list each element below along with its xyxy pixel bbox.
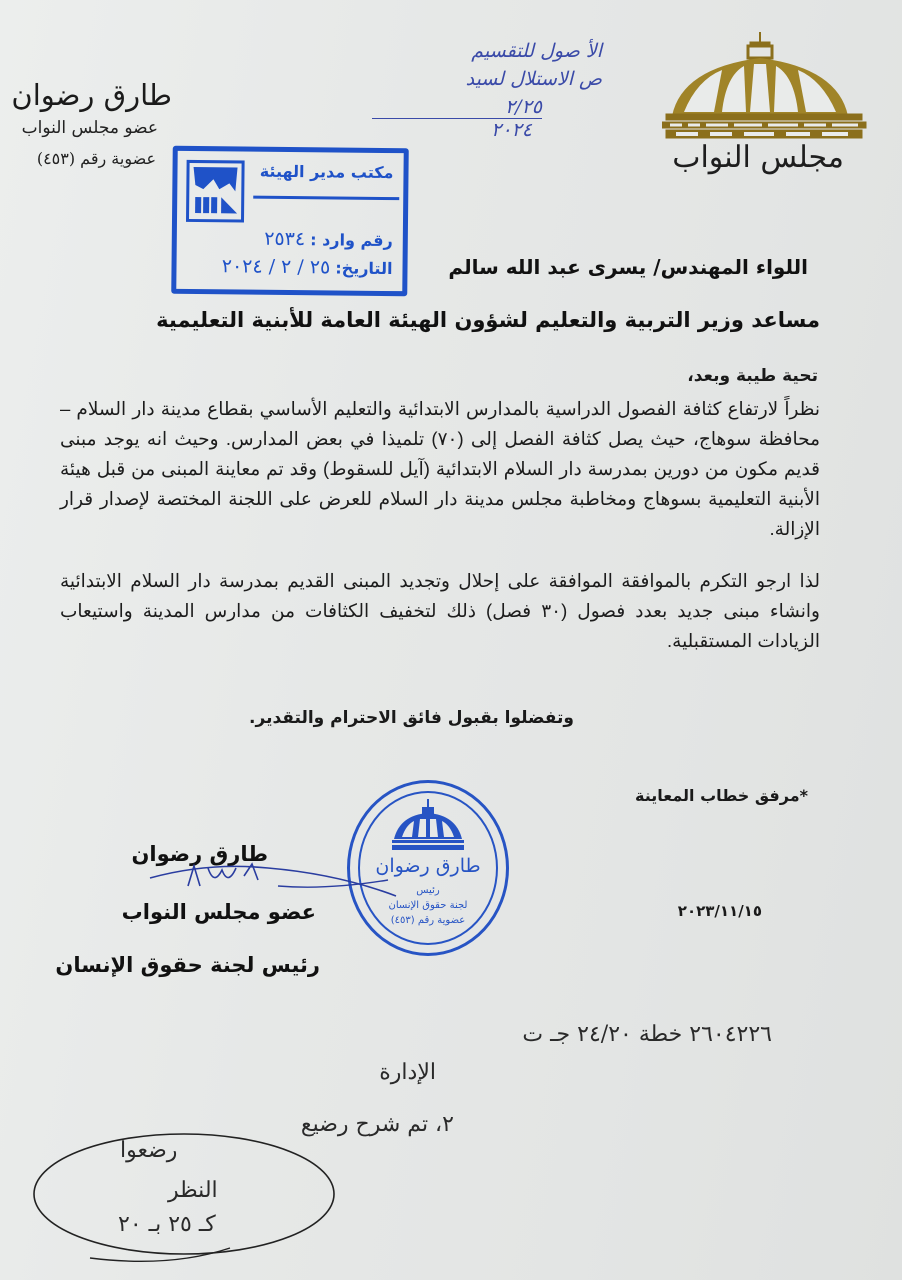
circled-note: كـ ٢٥ بـ ٢٠ bbox=[118, 1212, 216, 1237]
addressee-name: اللواء المهندس/ يسرى عبد الله سالم bbox=[448, 255, 808, 279]
stamp-date-row bbox=[222, 255, 393, 279]
body-paragraph: نظراً لارتفاع كثافة الفصول الدراسية بالمدارس الابتدائية والتعليم الأساسي بقطاع مدينة دار السلام – محافظة سوهاج، حيث يصل كثافة الفصل إلى (٧٠) تلميذا في بعض المدارس. وحيث انه يوجد مبنى قديم مكون من دورين بمدرسة دار السلام الابتدائية (آيل للسقوط) وقد تم معاينة المبنى من قبل هيئة الأبنية التعليمية بسوهاج ومخاطبة مجلس مدينة دار السلام للعرض على اللجنة المختصة لإصدار قرار الإزالة. bbox=[60, 398, 820, 539]
signatory-title: رئيس لجنة حقوق الإنسان bbox=[55, 953, 320, 977]
seal-line: عضوية رقم (٤٥٣) bbox=[390, 915, 466, 926]
addressee-position: مساعد وزير التربية والتعليم لشؤون الهيئة العامة للأبنية التعليمية bbox=[156, 308, 820, 332]
sender-name: طارق رضوان bbox=[11, 78, 172, 112]
attachment-note: *مرفق خطاب المعاينة bbox=[635, 786, 808, 805]
circled-note: رضعوا bbox=[120, 1138, 178, 1163]
handwritten-signature-icon bbox=[148, 856, 398, 906]
stamp-date-label: التاريخ: bbox=[335, 258, 393, 279]
sender-role: عضو مجلس النواب bbox=[21, 118, 158, 138]
greeting: تحية طيبة وبعد، bbox=[687, 366, 818, 386]
sender-membership: عضوية رقم (٤٥٣) bbox=[36, 149, 156, 168]
seal-dome-icon bbox=[390, 799, 466, 851]
parliament-dome-logo-icon bbox=[662, 28, 902, 140]
circled-note: النظر bbox=[168, 1178, 218, 1203]
note-line: ٢٠٢٤ bbox=[491, 119, 532, 141]
stamp-title: مكتب مدير الهيئة bbox=[259, 161, 394, 183]
handwritten-note-line: الإدارة bbox=[379, 1060, 436, 1085]
note-line: ص الاستلال لسيد bbox=[465, 68, 602, 90]
stamp-incoming-row bbox=[264, 228, 393, 251]
handwritten-note-line: ٢، تم شرح رضيع bbox=[300, 1112, 454, 1137]
seal-line: رئيس bbox=[416, 885, 440, 896]
letter-date: ٢٠٢٣/١١/١٥ bbox=[677, 902, 762, 920]
signatory-name: طارق رضوان bbox=[131, 842, 268, 866]
closing-line: وتفضلوا بقبول فائق الاحترام والتقدير. bbox=[249, 708, 574, 728]
body-paragraph: لذا ارجو التكرم بالموافقة الموافقة على إحلال وتجديد المبنى القديم بمدرسة دار السلام الابتدائية وانشاء مبنى جديد بعدد فصول (٣٠ فصل) ذلك لتخفيف الكثافات من مدارس المدينة واستيعاب الزيادات المستقبلية. bbox=[60, 570, 820, 651]
signatory-role: عضو مجلس النواب bbox=[121, 900, 316, 924]
stamp-incoming-number: ٢٥٣٤ bbox=[264, 227, 306, 251]
stamp-incoming-label: رقم وارد : bbox=[310, 230, 393, 251]
stamp-divider bbox=[253, 196, 399, 201]
note-line: الأ صول للتقسيم bbox=[471, 40, 602, 62]
ministry-emblem-icon bbox=[186, 160, 245, 223]
note-line: ٢/٢٥ bbox=[372, 96, 542, 119]
handwritten-routing-note bbox=[372, 40, 602, 141]
handwritten-note-line: ٢٦٠٤٢٢٦ خطة ٢٤/٢٠ جـ ت bbox=[522, 1022, 772, 1047]
seal-name: طارق رضوان bbox=[375, 855, 481, 877]
letterhead-institution: مجلس النواب bbox=[672, 140, 844, 175]
seal-line: لجنة حقوق الإنسان bbox=[388, 900, 468, 911]
receipt-stamp bbox=[171, 146, 409, 296]
stamp-date-value: ٢٥ / ٢ / ٢٠٢٤ bbox=[221, 255, 331, 279]
